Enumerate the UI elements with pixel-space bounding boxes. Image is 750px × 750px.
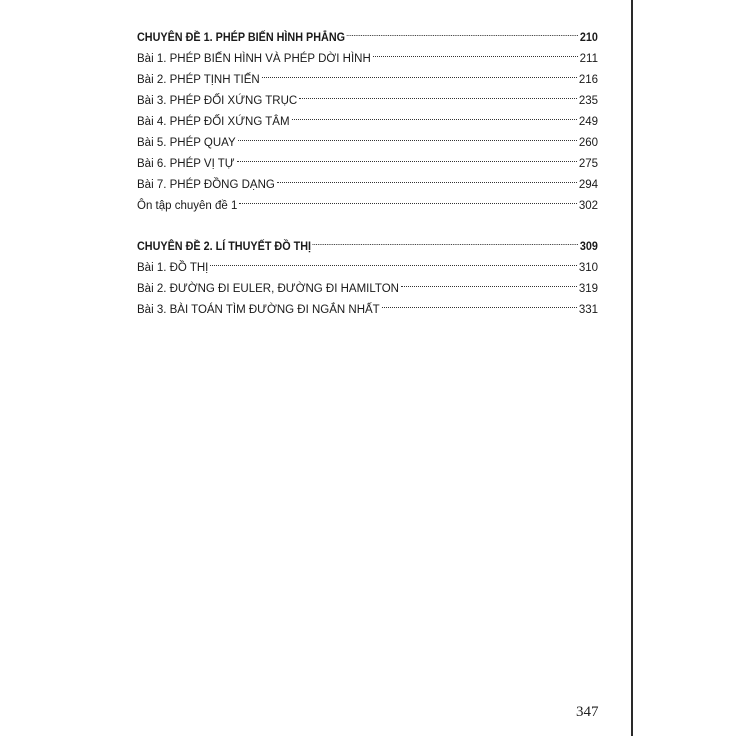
table-of-contents [137, 20, 598, 316]
page-edge-divider [631, 0, 633, 736]
entry-label: Bài 1. PHÉP BIẾN HÌNH VÀ PHÉP DỜI HÌNH [137, 53, 371, 65]
entry-label: Bài 2. ĐƯỜNG ĐI EULER, ĐƯỜNG ĐI HAMILTON [137, 283, 399, 295]
entry-label: Bài 6. PHÉP VỊ TỰ [137, 158, 235, 170]
dot-leader [382, 292, 577, 313]
dot-leader [313, 229, 578, 250]
entry-page-number: 319 [578, 283, 598, 295]
entry-page-number: 294 [578, 179, 598, 191]
chapter-1-heading[interactable] [137, 20, 598, 44]
entry-page-number: 235 [578, 95, 598, 107]
entry-page-number: 249 [578, 116, 598, 128]
dot-leader [237, 146, 577, 167]
chapter-title: CHUYÊN ĐỀ 2. LÍ THUYẾT ĐỒ THỊ [137, 239, 312, 253]
page-number: 347 [576, 704, 599, 720]
chapter-page-number: 210 [579, 30, 598, 44]
entry-page-number: 260 [578, 137, 598, 149]
dot-leader [401, 271, 577, 292]
chapter-title: CHUYÊN ĐỀ 1. PHÉP BIẾN HÌNH PHẲNG [137, 30, 346, 44]
dot-leader [373, 41, 578, 62]
entry-label: Bài 1. ĐỒ THỊ [137, 262, 209, 274]
dot-leader [292, 104, 577, 125]
entry-label: Bài 3. PHÉP ĐỐI XỨNG TRỤC [137, 95, 298, 107]
entry-label: Ôn tập chuyên đề 1 [137, 200, 238, 212]
entry-page-number: 211 [579, 53, 598, 65]
dot-leader [210, 250, 576, 271]
dot-leader [238, 125, 577, 146]
entry-label: Bài 4. PHÉP ĐỐI XỨNG TÂM [137, 116, 290, 128]
entry-label: Bài 5. PHÉP QUAY [137, 137, 236, 149]
entry-page-number: 275 [578, 158, 598, 170]
dot-leader [299, 83, 577, 104]
entry-label: Bài 7. PHÉP ĐỒNG DẠNG [137, 179, 275, 191]
dot-leader [347, 20, 578, 41]
chapter-2-heading[interactable] [137, 229, 598, 253]
entry-page-number: 331 [578, 304, 598, 316]
entry-page-number: 216 [578, 74, 598, 86]
dot-leader [277, 167, 577, 188]
entry-label: Bài 3. BÀI TOÁN TÌM ĐƯỜNG ĐI NGẮN NHẤT [137, 304, 380, 316]
entry-label: Bài 2. PHÉP TỊNH TIẾN [137, 74, 260, 86]
dot-leader [239, 188, 576, 209]
chapter-page-number: 309 [579, 239, 598, 253]
entry-page-number: 302 [578, 200, 598, 212]
dot-leader [262, 62, 577, 83]
entry-page-number: 310 [578, 262, 598, 274]
